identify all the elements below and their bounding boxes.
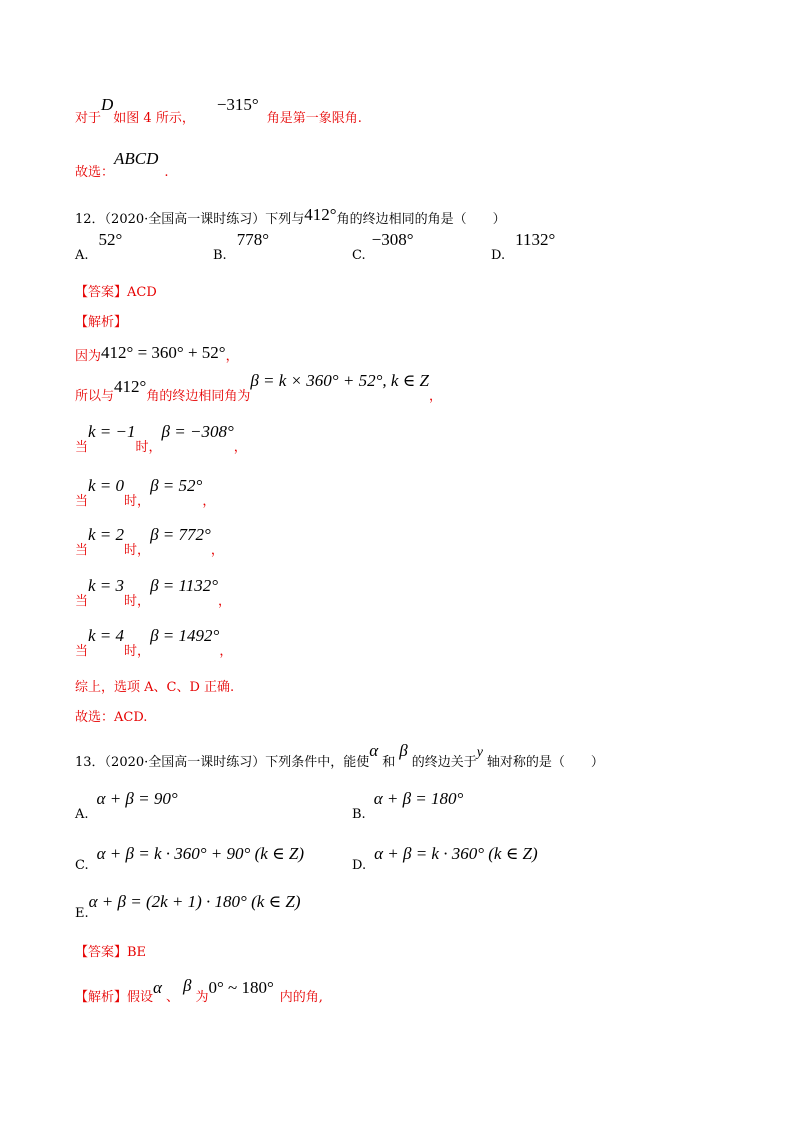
q12-case-2 xyxy=(75,476,216,509)
option-value: α + β = k · 360° + 90° (k ∈ Z) xyxy=(96,844,304,863)
case-k: k = 0 xyxy=(88,476,125,495)
q12-option-a xyxy=(75,230,123,263)
q13-option-a xyxy=(75,789,178,822)
option-value: α + β = 90° xyxy=(96,789,178,808)
q12-case-4 xyxy=(75,576,232,609)
case-prefix: 当 xyxy=(75,644,89,659)
option-letter: D. xyxy=(491,248,506,263)
choose-label: 故选： xyxy=(75,165,115,180)
option-value: 778° xyxy=(236,230,269,249)
case-beta: β = 52° xyxy=(150,476,203,495)
case-mid: 时， xyxy=(124,494,151,509)
choose-end: . xyxy=(164,165,169,180)
q13-stem-mid: 的终边关于 xyxy=(411,755,477,770)
q13-stem-suffix: 轴对称的是（ ） xyxy=(486,755,604,770)
case-prefix: 当 xyxy=(75,494,89,509)
option-value: α + β = (2k + 1) · 180° (k ∈ Z) xyxy=(88,892,301,911)
case-end: ， xyxy=(202,494,216,509)
option-value: 52° xyxy=(98,230,123,249)
case-beta: β = −308° xyxy=(161,422,234,441)
q12-option-d xyxy=(491,230,556,263)
text-mid: 如图 4 所示， xyxy=(113,111,195,126)
q13-y: y xyxy=(476,745,483,760)
option-value: −308° xyxy=(371,230,414,249)
analysis-beta: β xyxy=(182,976,192,995)
option-letter: B. xyxy=(213,248,227,263)
q13-stem xyxy=(75,741,604,770)
case-end: ， xyxy=(210,543,224,558)
option-letter: A. xyxy=(75,248,89,263)
case-end: ， xyxy=(233,440,247,455)
case-beta: β = 772° xyxy=(150,525,211,544)
option-letter: B. xyxy=(352,807,366,822)
q12-case-1 xyxy=(75,422,247,455)
q13-option-e xyxy=(75,892,301,921)
option-letter: C. xyxy=(352,248,366,263)
case-mid: 时， xyxy=(135,440,162,455)
because-end: ， xyxy=(225,349,239,364)
so-angle: 412° xyxy=(114,377,147,396)
q13-option-d xyxy=(352,844,538,873)
prev-choose-line xyxy=(75,149,169,180)
q12-case-3 xyxy=(75,525,224,558)
line-d-conclusion xyxy=(75,95,362,126)
q12-because-line xyxy=(75,343,239,364)
case-mid: 时， xyxy=(124,644,151,659)
q12-so-line xyxy=(75,371,442,404)
q12-analysis-title: 【解析】 xyxy=(75,315,128,330)
case-k: k = 3 xyxy=(88,576,125,595)
case-end: ， xyxy=(219,644,233,659)
so-mid: 角的终边相同角为 xyxy=(146,389,251,404)
case-k: k = 4 xyxy=(88,626,125,645)
case-prefix: 当 xyxy=(75,594,89,609)
text-suffix: 角是第一象限角. xyxy=(266,111,362,126)
case-beta: β = 1492° xyxy=(150,626,220,645)
q13-option-c xyxy=(75,844,304,873)
case-prefix: 当 xyxy=(75,440,89,455)
q13-answer: 【答案】BE xyxy=(75,945,147,960)
q13-and: 和 xyxy=(382,755,396,770)
analysis-range: 0° ~ 180° xyxy=(208,978,274,997)
option-letter: E. xyxy=(75,906,89,921)
q12-case-5 xyxy=(75,626,233,659)
analysis-prefix: 【解析】假设 xyxy=(75,990,154,1005)
option-value: α + β = k · 360° (k ∈ Z) xyxy=(374,844,538,863)
option-value: α + β = 180° xyxy=(373,789,464,808)
option-letter: A. xyxy=(75,807,89,822)
option-letter: D. xyxy=(352,858,367,873)
q12-summary: 综上，选项 A、C、D 正确. xyxy=(75,680,235,695)
so-math: β = k × 360° + 52°, k ∈ Z xyxy=(250,371,429,390)
case-end: ， xyxy=(218,594,232,609)
text-prefix: 对于 xyxy=(75,111,102,126)
q12-option-b xyxy=(213,230,269,263)
q13-analysis-line xyxy=(75,976,323,1005)
because-math: 412° = 360° + 52° xyxy=(101,343,226,362)
q12-stem-suffix: 角的终边相同的角是（ ） xyxy=(336,212,506,227)
q12-stem-prefix: 12．（2020·全国高一课时练习）下列与 xyxy=(75,212,305,227)
case-mid: 时， xyxy=(124,543,151,558)
so-prefix: 所以与 xyxy=(75,389,115,404)
q12-choose: 故选：ACD. xyxy=(75,710,148,725)
option-letter: C. xyxy=(75,858,89,873)
analysis-mid: 为 xyxy=(195,990,209,1005)
case-beta: β = 1132° xyxy=(150,576,219,595)
case-prefix: 当 xyxy=(75,543,89,558)
q13-stem-prefix: 13．（2020·全国高一课时练习）下列条件中，能使 xyxy=(75,755,370,770)
so-end: ， xyxy=(428,389,442,404)
q12-stem xyxy=(75,205,506,227)
q13-beta: β xyxy=(399,741,408,760)
choose-value: ABCD xyxy=(114,149,159,168)
because-prefix: 因为 xyxy=(75,349,102,364)
case-k: k = −1 xyxy=(88,422,136,441)
analysis-alpha: α xyxy=(153,978,162,997)
q12-option-c xyxy=(352,230,414,263)
math-var-d: D xyxy=(101,95,114,114)
math-angle: −315° xyxy=(216,95,259,114)
q12-answer: 【答案】ACD xyxy=(75,285,157,300)
q13-option-b xyxy=(352,789,464,822)
case-mid: 时， xyxy=(124,594,151,609)
q12-stem-angle: 412° xyxy=(304,205,337,224)
analysis-suffix: 内的角, xyxy=(279,990,323,1005)
option-value: 1132° xyxy=(515,230,556,249)
analysis-sep: 、 xyxy=(165,990,179,1005)
case-k: k = 2 xyxy=(88,525,125,544)
q13-alpha: α xyxy=(369,741,379,760)
